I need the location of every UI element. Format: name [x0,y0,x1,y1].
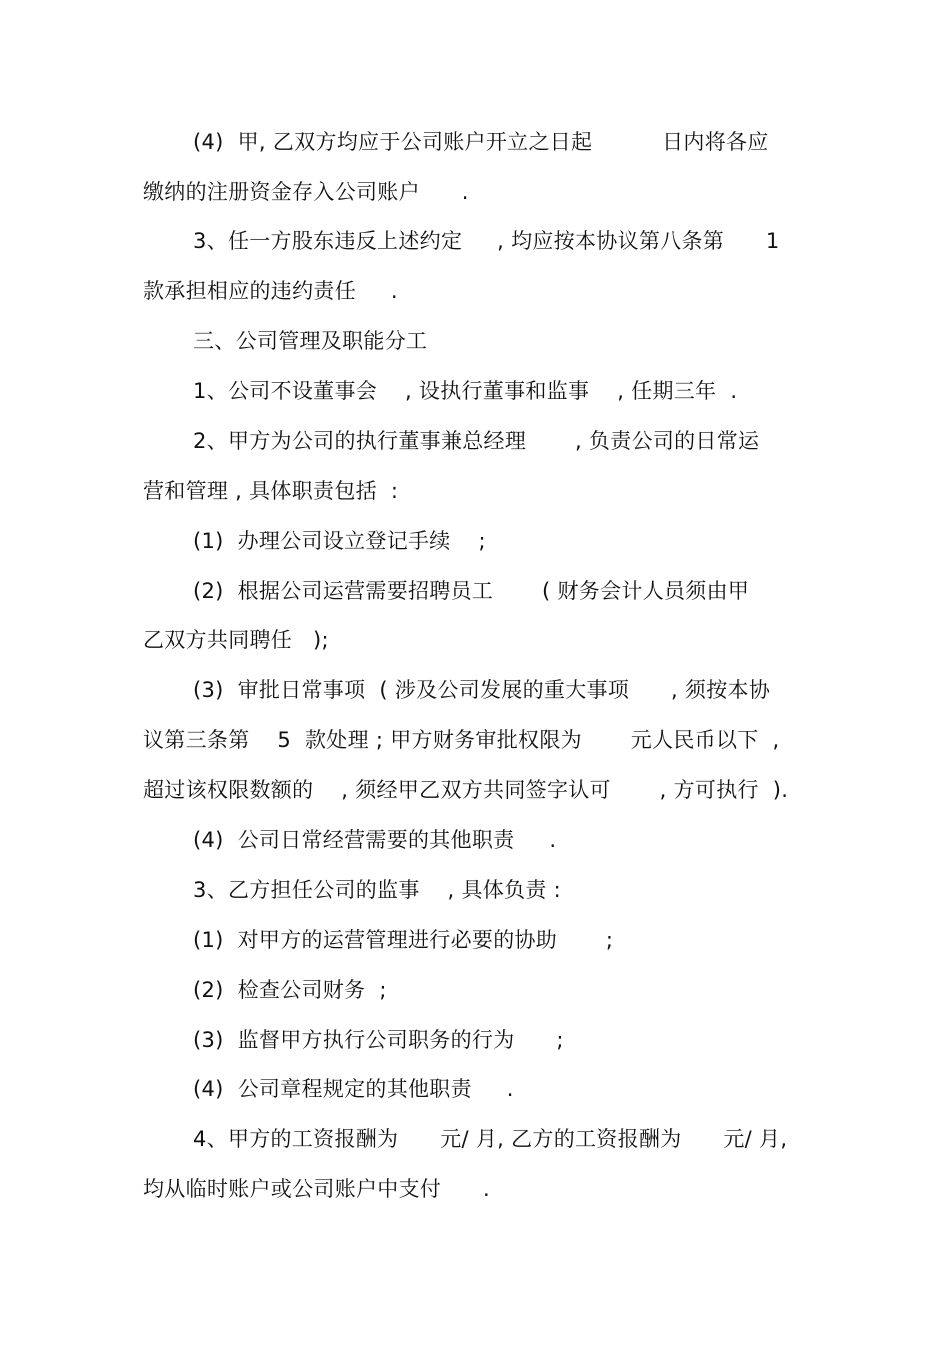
text-line: 1、公司不设董事会 , 设执行董事和监事 , 任期三年 . [193,379,738,403]
text-line: 超过该权限数额的 , 须经甲乙双方共同签字认可 , 方可执行 ). [143,778,789,802]
text-line: 均从临时账户或公司账户中支付 . [143,1177,491,1201]
text-line: (3) 审批日常事项 ( 涉及公司发展的重大事项 , 须按本协 [193,678,771,702]
text-line: 3、乙方担任公司的监事 , 具体负责 : [193,878,562,902]
text-line: 营和管理 , 具体职责包括 : [143,479,399,503]
text-line: (2) 根据公司运营需要招聘员工 ( 财务会计人员须由甲 [193,579,750,603]
text-line: (4) 公司章程规定的其他职责 . [193,1077,514,1101]
text-line: 3、任一方股东违反上述约定 , 均应按本协议第八条第 1 [193,229,780,253]
text-line: (4) 公司日常经营需要的其他职责 . [193,828,557,852]
section-heading: 三、公司管理及职能分工 [193,329,428,353]
text-line: (4) 甲, 乙双方均应于公司账户开立之日起 日内将各应 [193,130,769,154]
text-line: (1) 办理公司设立登记手续 ; [193,529,486,553]
text-line: (2) 检查公司财务 ; [193,978,387,1002]
text-line: 款承担相应的违约责任 . [143,279,398,303]
text-line: (3) 监督甲方执行公司职务的行为 ; [193,1028,564,1052]
text-line: 缴纳的注册资金存入公司账户 . [143,180,469,204]
text-line: 4、甲方的工资报酬为 元/ 月, 乙方的工资报酬为 元/ 月, [193,1127,788,1151]
text-line: (1) 对甲方的运营管理进行必要的协助 ; [193,928,614,952]
text-line: 议第三条第 5 款处理 ; 甲方财务审批权限为 元人民币以下 , [143,728,780,752]
text-line: 乙双方共同聘任 ); [143,628,329,652]
text-line: 2、甲方为公司的执行董事兼总经理 , 负责公司的日常运 [193,429,760,453]
